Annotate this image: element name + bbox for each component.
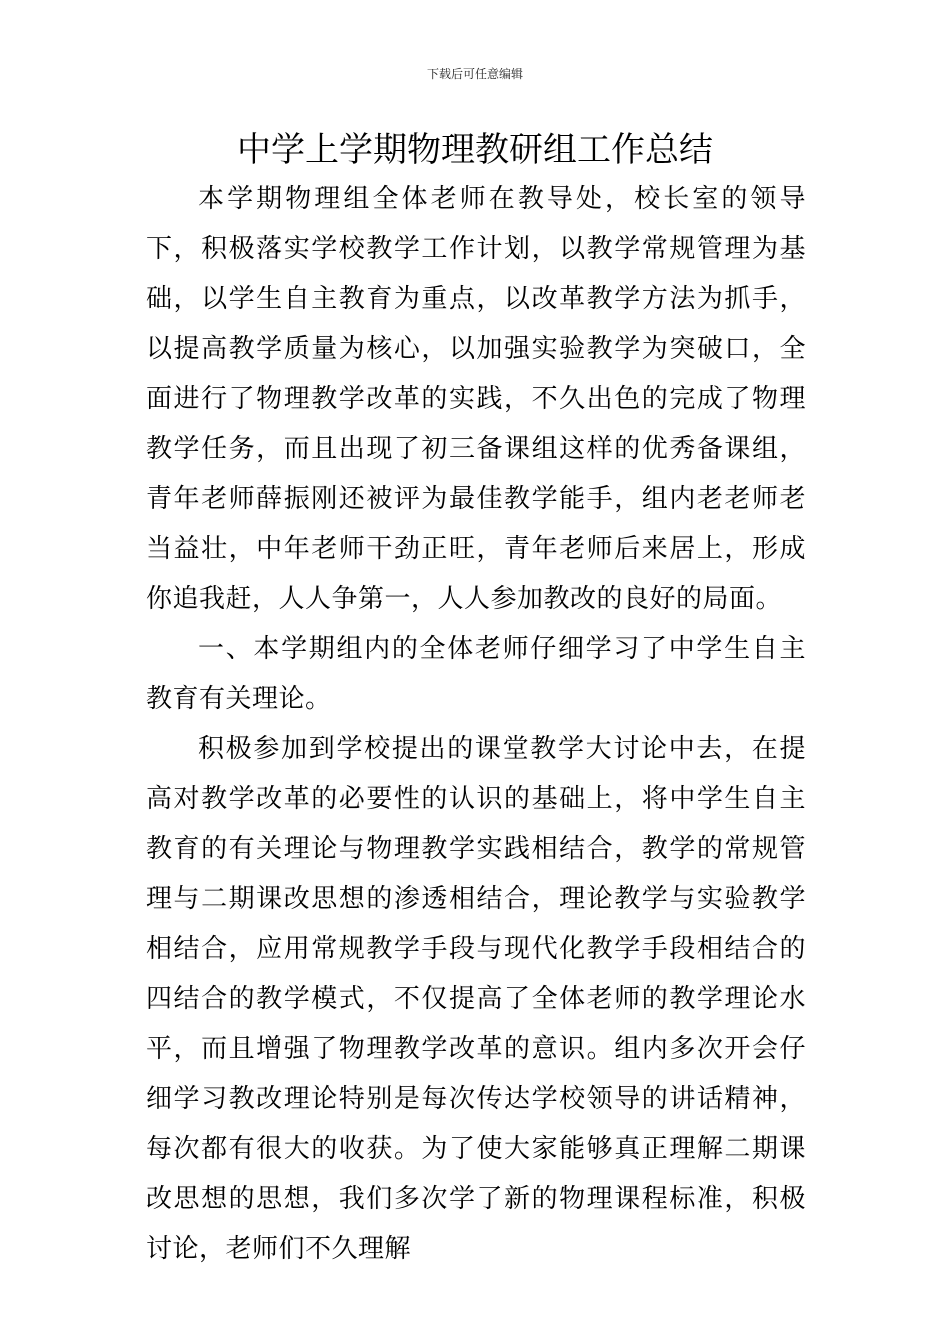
document-title: 中学上学期物理教研组工作总结	[237, 130, 713, 170]
paragraph-discussion: 积极参加到学校提出的课堂教学大讨论中去，在提高对教学改革的必要性的认识的基础上，将中学生自主教育的有关理论与物理教学实践相结合，教学的常规管理与二期课改思想的渗透相结合，理论教学与实验教学相结合，应用常规教学手段与现代化教学手段相结合的四结合的教学模式，不仅提高了全体老师的教学理论水平，而且增强了物理教学改革的意识。组内多次开会仔细学习教改理论特别是每次传达学校领导的讲话精神，每次都有很大的收获。为了使大家能够真正理解二期课改思想的思想，我们多次学了新的物理课程标准，积极讨论，老师们不久理解	[146, 734, 806, 1264]
paragraph-intro: 本学期物理组全体老师在教导处，校长室的领导下，积极落实学校教学工作计划，以教学常规管理为基础，以学生自主教育为重点，以改革教学方法为抓手，以提高教学质量为核心，以加强实验教学为突破口，全面进行了物理教学改革的实践，不久出色的完成了物理教学任务，而且出现了初三备课组这样的优秀备课组，青年老师薛振刚还被评为最佳教学能手，组内老老师老当益壮，中年老师干劲正旺，青年老师后来居上，形成你追我赶，人人争第一，人人参加教改的良好的局面。	[146, 184, 806, 614]
document-body	[146, 174, 806, 1274]
paragraph-section-one: 一、本学期组内的全体老师仔细学习了中学生自主教育有关理论。	[146, 634, 806, 714]
header-note: 下载后可任意编辑	[426, 67, 523, 81]
